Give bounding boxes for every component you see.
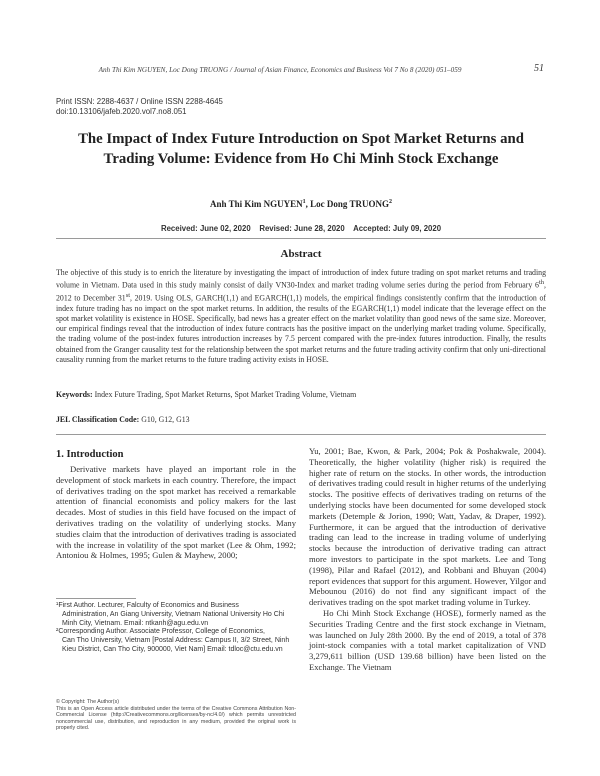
jel-text: G10, G12, G13 bbox=[139, 415, 190, 424]
abstract-text bbox=[56, 268, 546, 365]
copyright-line-1: © Copyright: The Author(s) bbox=[56, 699, 119, 705]
abstract-sup-st: st bbox=[125, 292, 131, 300]
keywords-text: Index Future Trading, Spot Market Returns, Spot Market Trading Volume, Vietnam bbox=[92, 390, 357, 399]
page-number: 51 bbox=[534, 63, 544, 74]
footnote-1-line-2: Administration, An Giang University, Vietnam National University Ho Chi Minh City, Vietnam. Email: ntkanh@agu.edu.vn bbox=[62, 610, 285, 627]
paper-title bbox=[56, 130, 546, 169]
jel-codes bbox=[56, 415, 546, 424]
issn: Print ISSN: 2288-4637 / Online ISSN 2288-4645 bbox=[56, 97, 223, 106]
intro-paragraph-1-cont: Yu, 2001; Bae, Kwon, & Park, 2004; Pok & Poshakwale, 2004). Theoretically, the higher volatility (higher risk) is required the higher rate of return on the stocks. In other words, the introduction of derivatives trading could result in higher returns of the underlying stocks. The positive effects of derivatives trading on returns of the underlying stocks have been documented for some developed stock markets (Detemple & Jorion, 1990; Watt, Yadav, & Draper, 1992). Furthermore, it can be argued that the introduction of derivative trading can lead to the increase in trading volume of underlying stocks because the introduction of derivative trading can attract more investors to participate in the spot markets. Lee and Tong (1998), Pilar and Rafael (2012), and Robbani and Bhuyan (2004) report evidences that support for this argument. However, Yilgor and Mebounou (2016) do not find any significant impact of the derivatives trading on the spot market trading volume in Turkey. bbox=[309, 446, 546, 608]
author-2-marker: 2 bbox=[388, 199, 392, 205]
doi[interactable]: doi:10.13106/jafeb.2020.vol7.no8.051 bbox=[56, 107, 187, 116]
abstract-part-3: , 2019. Using OLS, GARCH(1,1) and EGARCH(1,1) models, the empirical findings consistently confirm that the introduction of index future trading has no impact on the spot market returns. In addition, the results of the EGARCH(1,1) model indicate that the leverage effect on the spot market volatility is existence in HOSE. Specifically, bad news has a greater effect on the market volatility than good news of the same size. Moreover, our empirical findings reveal that the introduction of index future contracts has the positive impact on the underlying market trading volume. Specifically, the trading volume of the post-index futures introduction increases by 7.5 percent compared with the pre-index futures introduction. Finally, the results obtained from the Granger causality test for the relationship between the spot market returns and the future trading activity confirm that only uni-directional causality running from the market returns to the future trading activity exists in HOSE. bbox=[56, 293, 546, 364]
footnotes bbox=[56, 602, 296, 655]
author-separator: , bbox=[305, 199, 311, 209]
left-column bbox=[56, 464, 296, 561]
copyright-line-2: This is an Open Access article distributed under the terms of the Creative Commons Attribution Non-Commercial License (http://Creativecommons.org/licenses/by-nc/4.0/) which permits unrestricted noncommercial use, distribution, and reproduction in any medium, provided the original work is properly cited. bbox=[56, 705, 296, 731]
running-header: Anh Thi Kim NGUYEN, Loc Dong TRUONG / Journal of Asian Finance, Economics and Business Vol 7 No 8 (2020) 051–059 bbox=[98, 66, 462, 74]
intro-paragraph-2: Ho Chi Minh Stock Exchange (HOSE), formerly named as the Securities Trading Centre and the first stock exchange in Vietnam, was launched on July 28th 2000. By the end of 2019, a total of 378 joint-stock companies with a total market capitalization of VND 3,279,611 billion (USD 139.68 billion) have been listed on the Exchange. The Vietnam bbox=[309, 607, 546, 672]
footnote-1-line-1: ¹First Author. Lecturer, Falculty of Economics and Business bbox=[56, 602, 239, 609]
footnote-2-line-1: ²Corresponding Author. Associate Professor, College of Economics, bbox=[56, 628, 265, 636]
title-line-1: The Impact of Index Future Introduction on Spot Market Returns and bbox=[78, 131, 524, 147]
abstract-heading: Abstract bbox=[280, 248, 322, 260]
divider-top bbox=[56, 238, 546, 239]
divider-bottom bbox=[56, 434, 546, 435]
author-1: Anh Thi Kim NGUYEN bbox=[210, 199, 303, 209]
intro-paragraph-1: Derivative markets have played an important role in the development of stock markets in each country. Therefore, the impact of derivatives trading on the spot market has received a remarkable attention of financial economists and policy makers for the last decades. Most of studies in this field have focused on the impact of derivatives trading on the volatility of underlying stocks. Many studies claim that the introduction of derivatives trading is associated with the increase in volatility of the spot market (Lee & Ohm, 1992; Antoniou & Holmes, 1995; Gulen & Mayhew, 2000; bbox=[56, 464, 296, 561]
jel-label: JEL Classification Code: bbox=[56, 415, 140, 424]
section-heading-introduction: 1. Introduction bbox=[56, 449, 124, 460]
right-column bbox=[309, 446, 546, 673]
title-line-2: Trading Volume: Evidence from Ho Chi Minh Stock Exchange bbox=[103, 150, 499, 167]
abstract-sup-th: th bbox=[538, 279, 545, 287]
authors bbox=[56, 199, 546, 209]
copyright-notice bbox=[56, 699, 296, 732]
keywords bbox=[56, 390, 546, 399]
author-1-marker: 1 bbox=[302, 199, 306, 205]
keywords-label: Keywords: bbox=[56, 390, 93, 399]
abstract-part-1: The objective of this study is to enrich the literature by investigating the impact of introduction of index future trading on spot market returns and trading volume in Vietnam. Data used in this study mainly consist of daily VN30-Index and market trading volume series during the period from February 6 bbox=[56, 268, 546, 290]
submission-dates: Received: June 02, 2020 Revised: June 28, 2020 Accepted: July 09, 2020 bbox=[160, 224, 442, 233]
issn-block bbox=[56, 97, 223, 117]
author-2: Loc Dong TRUONG bbox=[310, 199, 389, 209]
abstract-part-2: , 2012 to December 31 bbox=[56, 280, 546, 303]
footnote-2-line-2: Can Tho University, Vietnam [Postal Address: Campus II, 3/2 Street, Ninh Kieu District, Can Tho City, 900000, Viet Nam] Email: tdloc@ctu.edu.vn bbox=[62, 637, 290, 653]
footnote-rule bbox=[56, 598, 136, 599]
